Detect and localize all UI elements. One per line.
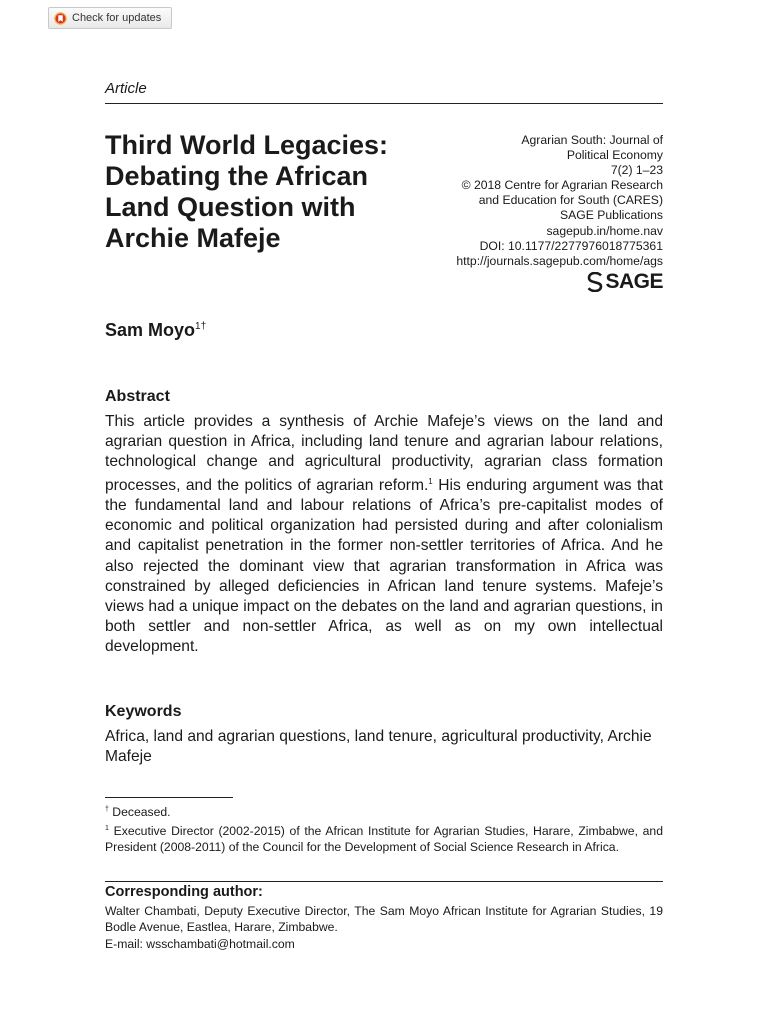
keywords-text: Africa, land and agrarian questions, land tenure, agricultural productivity, Archie Mafeje [105,728,652,765]
footnote-ref[interactable]: 1 [428,477,433,487]
bookmark-update-icon [54,12,67,25]
article-title [105,130,440,254]
footnote-item [105,821,663,856]
journal-url[interactable]: http://journals.sagepub.com/home/ags [456,253,663,268]
footnotes [105,802,663,856]
footnote-text: Executive Director (2002-2015) of the African Institute for Agrarian Studies, Harare, Zimbabwe, and President (2008-2011) of the Council for the Development of Social Science Research in Africa. [105,823,663,855]
copyright-line: and Education for South (CARES) [478,193,663,208]
corresponding-details [105,903,663,952]
footnote-text: Deceased. [108,805,171,820]
doi-link[interactable]: DOI: 10.1177/2277976018775361 [479,238,663,253]
corresponding-heading: Corresponding author: [105,884,263,900]
title-line: Archie Mafeje [105,223,281,253]
sage-logo [586,270,663,294]
footnote-rule [105,797,233,798]
footnote-mark: 1 [105,824,109,832]
title-line: Third World Legacies: [105,130,389,160]
abstract-heading: Abstract [105,388,170,405]
publisher: SAGE Publications [560,208,663,223]
abstract-text-part: His enduring argument was that the fundamental land and labour relations of Africa’s pre-capitalist modes of economic and political organization had persisted during and after colonialism and capitalist penetration in the former non-settler territories of Africa. And he also rejected the dominant view that agrarian transformation in Africa was constrained by alleged deficiencies in African land tenure systems. Mafeje’s views had a unique impact on the debates on the land and agrarian questions, in both settler and non-settler Africa, as well as on my own intellectual development. [105,477,663,655]
title-line: Debating the African [105,161,369,191]
journal-name-line: Political Economy [566,148,663,163]
check-for-updates-button[interactable] [48,7,172,29]
corresponding-email[interactable]: E-mail: wsschambati@hotmail.com [105,936,295,951]
abstract-text-part: This article provides a synthesis of Archie Mafeje’s views on the land and agrarian question in Africa, including land tenure and agrarian labour relations, technological change and agricultural productivity, agrarian class formation processes, and the politics of agrarian reform. [105,413,663,495]
footnote-item [105,802,663,821]
keywords-heading: Keywords [105,703,182,720]
abstract-text [105,412,663,657]
title-line: Land Question with [105,192,356,222]
header-rule [105,103,663,104]
check-for-updates-label: Check for updates [72,12,162,24]
author-name-text: Sam Moyo [105,320,196,340]
journal-info [393,133,663,269]
author-marks: 1† [195,321,207,332]
volume-pages: 7(2) 1–23 [610,163,663,178]
journal-name-line: Agrarian South: Journal of [521,133,663,147]
copyright-line: © 2018 Centre for Agrarian Research [461,178,663,193]
sage-s-icon [586,272,604,292]
corresponding-rule [105,881,663,882]
footnote-mark: † [105,806,109,813]
author-name [105,320,663,341]
corresponding-address: Walter Chambati, Deputy Executive Director, The Sam Moyo African Institute for Agrarian Studies, 19 Bodle Avenue, Eastlea, Harare, Zimbabwe. [105,904,663,935]
publisher-url[interactable]: sagepub.in/home.nav [546,223,663,238]
article-type-label: Article [105,80,147,97]
sage-logo-text: SAGE [605,270,663,293]
